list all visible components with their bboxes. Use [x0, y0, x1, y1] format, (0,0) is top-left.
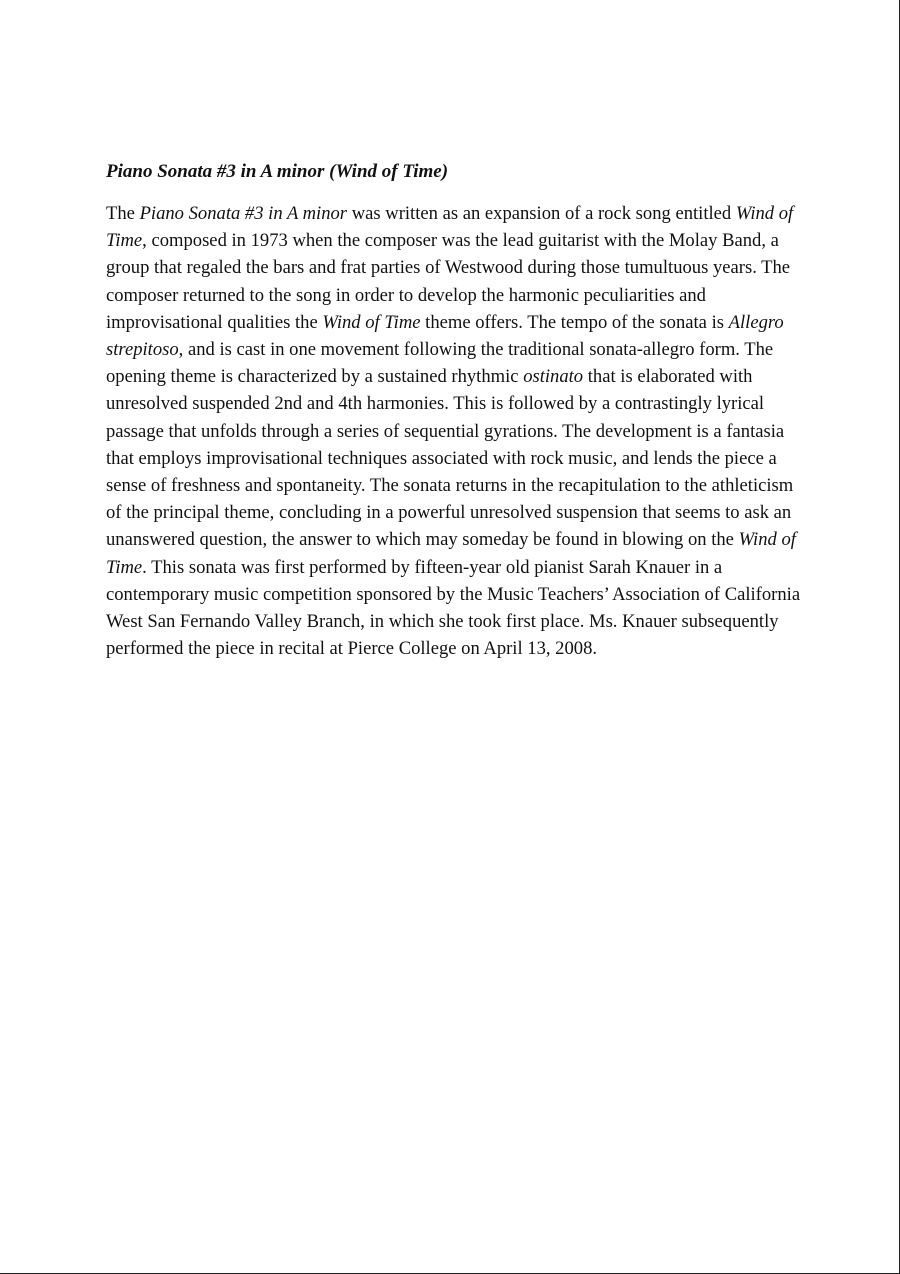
- body-italic-run: Allegro strepitoso: [106, 311, 784, 361]
- document-body-paragraph: [106, 200, 806, 662]
- body-italic-run: Wind of Time: [322, 311, 421, 333]
- body-text-run: . This sonata was first performed by fifteen-year old pianist Sarah Knauer in a contemporary music competition sponsored by the Music Teachers’ Association of California West San Fernando Valley Branch, in which she took first place. Ms. Knauer subsequently performed the piece in recital at Pierce College on April 13, 2008.: [106, 556, 801, 660]
- body-text-run: theme offers. The tempo of the sonata is: [420, 311, 729, 333]
- document-content: [106, 160, 806, 662]
- body-italic-run: Piano Sonata #3 in A minor: [139, 203, 348, 224]
- body-italic-run: Wind of Time: [106, 529, 796, 578]
- document-title: Piano Sonata #3 in A minor (Wind of Time): [106, 161, 449, 182]
- body-text-run: that is elaborated with unresolved suspended 2nd and 4th harmonies. This is followed by a contrastingly lyrical passage that unfolds through a series of sequential gyrations. The development is a fantasia that employs improvisational techniques associated with rock music, and lends the piece a sense of freshness and spontaneity. The sonata returns in the recapitulation to the athleticism of the principal theme, concluding in a powerful unresolved suspension that seems to ask an unanswered question, the answer to which may someday be found in blowing on the: [106, 366, 794, 551]
- body-text-run: was written as an expansion of a rock song entitled: [347, 203, 736, 224]
- body-text-run: , composed in 1973 when the composer was the lead guitarist with the Molay Band, a group that regaled the bars and frat parties of Westwood during those tumultuous years. The composer returned to the song in order to develop the harmonic peculiarities and improvisational qualities the: [106, 230, 791, 333]
- body-text-run: The: [106, 203, 140, 224]
- body-italic-run: Wind of Time: [106, 203, 794, 252]
- body-italic-run: ostinato: [523, 366, 584, 388]
- body-text-run: , and is cast in one movement following the traditional sonata-allegro form. The opening theme is characterized by a sustained rhythmic: [106, 339, 774, 388]
